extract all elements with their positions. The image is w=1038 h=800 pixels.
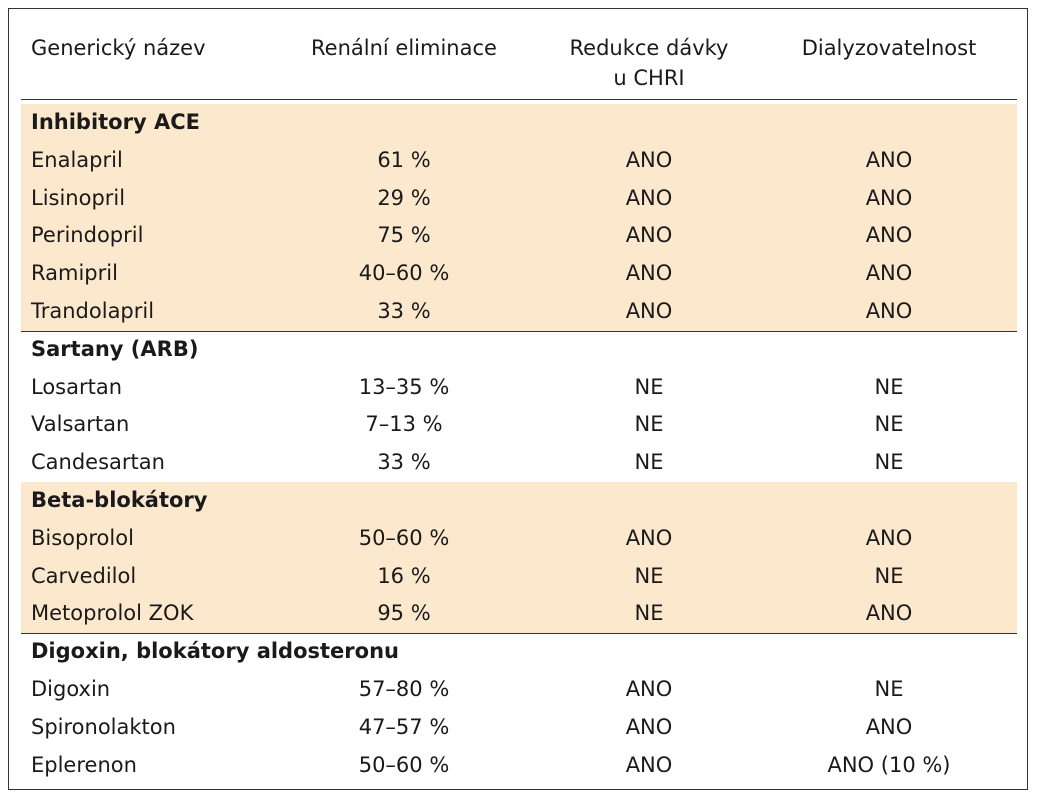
renal-elimination-cell: 61 % [377, 147, 431, 172]
drug-name-cell: Ramipril [31, 261, 118, 286]
dialyzability-cell: NE [874, 374, 904, 399]
drug-name-cell: Valsartan [31, 412, 130, 437]
dialyzability-cell: ANO [865, 714, 913, 739]
table-row [9, 369, 1029, 407]
dialyzability-cell: ANO [865, 601, 913, 626]
dialyzability-cell: ANO [865, 525, 913, 550]
renal-elimination-cell: 13–35 % [358, 374, 450, 399]
dialyzability-cell: NE [874, 563, 904, 588]
header-dose-reduction-line1: Redukce dávky [569, 36, 729, 60]
renal-elimination-cell: 33 % [377, 299, 431, 323]
dialyzability-cell: ANO [865, 147, 913, 172]
renal-elimination-cell: 29 % [377, 185, 431, 210]
drug-name-cell: Enalapril [31, 147, 123, 172]
renal-elimination-cell: 57–80 % [358, 677, 450, 701]
dose-reduction-cell: ANO [625, 147, 673, 172]
renal-elimination-cell: 95 % [377, 601, 431, 626]
drug-name-cell: Spironolakton [31, 714, 176, 739]
table-row [9, 406, 1029, 444]
drug-name-cell: Digoxin [31, 677, 111, 701]
table-row [9, 142, 1029, 180]
group-title: Sartany (ARB) [31, 336, 199, 361]
dose-reduction-cell: ANO [625, 261, 673, 286]
header-dialyzability: Dialyzovatelnost [801, 36, 977, 60]
table-frame [8, 8, 1028, 790]
group-header-row [9, 633, 1029, 671]
table-row [9, 671, 1029, 709]
dialyzability-cell: ANO [865, 223, 913, 248]
table-row [9, 709, 1029, 747]
dose-reduction-cell: ANO [625, 677, 673, 701]
renal-elimination-cell: 75 % [377, 223, 431, 248]
group-title: Beta-blokátory [31, 488, 208, 512]
renal-elimination-cell: 50–60 % [358, 752, 450, 777]
drug-name-cell: Lisinopril [31, 185, 126, 210]
group-header-row [9, 482, 1029, 520]
table-row [9, 520, 1029, 558]
group-title: Digoxin, blokátory aldosteronu [31, 639, 399, 664]
dose-reduction-cell: ANO [625, 299, 673, 323]
group-title: Inhibitory ACE [31, 110, 200, 134]
dose-reduction-cell: NE [634, 563, 664, 588]
header-renal-elimination: Renální eliminace [311, 36, 497, 60]
table-row [9, 217, 1029, 255]
dose-reduction-cell: NE [634, 450, 664, 475]
drug-name-cell: Perindopril [31, 223, 144, 248]
dose-reduction-cell: ANO [625, 714, 673, 739]
renal-elimination-cell: 16 % [377, 563, 431, 588]
dialyzability-cell: NE [874, 450, 904, 475]
renal-elimination-cell: 7–13 % [365, 412, 443, 437]
table-row [9, 444, 1029, 482]
drug-name-cell: Losartan [31, 374, 123, 399]
dose-reduction-cell: ANO [625, 525, 673, 550]
table-row [9, 747, 1029, 785]
table-row [9, 558, 1029, 596]
header-generic-name: Generický název [31, 36, 206, 60]
table-row [9, 595, 1029, 633]
table-row [9, 293, 1029, 331]
dialyzability-cell: ANO [865, 261, 913, 286]
dose-reduction-cell: ANO [625, 223, 673, 248]
dialyzability-cell: ANO [865, 185, 913, 210]
header-dose-reduction [529, 33, 769, 93]
group-header-row [9, 104, 1029, 142]
dialyzability-cell: NE [874, 677, 904, 701]
group-header-row [9, 331, 1029, 369]
dose-reduction-cell: ANO [625, 752, 673, 777]
drug-name-cell: Carvedilol [31, 563, 137, 588]
header-rule [21, 99, 1017, 100]
renal-elimination-cell: 33 % [377, 450, 431, 475]
header-dose-reduction-line2: u CHRI [613, 66, 685, 90]
dose-reduction-cell: NE [634, 601, 664, 626]
renal-elimination-cell: 47–57 % [358, 714, 450, 739]
drug-name-cell: Candesartan [31, 450, 165, 475]
dose-reduction-cell: NE [634, 412, 664, 437]
dialyzability-cell: ANO (10 %) [827, 752, 951, 777]
dose-reduction-cell: NE [634, 374, 664, 399]
dialyzability-cell: ANO [865, 299, 913, 323]
dose-reduction-cell: ANO [625, 185, 673, 210]
drug-name-cell: Metoprolol ZOK [31, 601, 194, 626]
renal-elimination-cell: 50–60 % [358, 525, 450, 550]
table-row [9, 255, 1029, 293]
dialyzability-cell: NE [874, 412, 904, 437]
table-header [9, 9, 1029, 99]
renal-elimination-cell: 40–60 % [358, 261, 450, 286]
table-row [9, 180, 1029, 218]
drug-name-cell: Trandolapril [31, 299, 155, 323]
drug-name-cell: Eplerenon [31, 752, 137, 777]
drug-name-cell: Bisoprolol [31, 525, 134, 550]
